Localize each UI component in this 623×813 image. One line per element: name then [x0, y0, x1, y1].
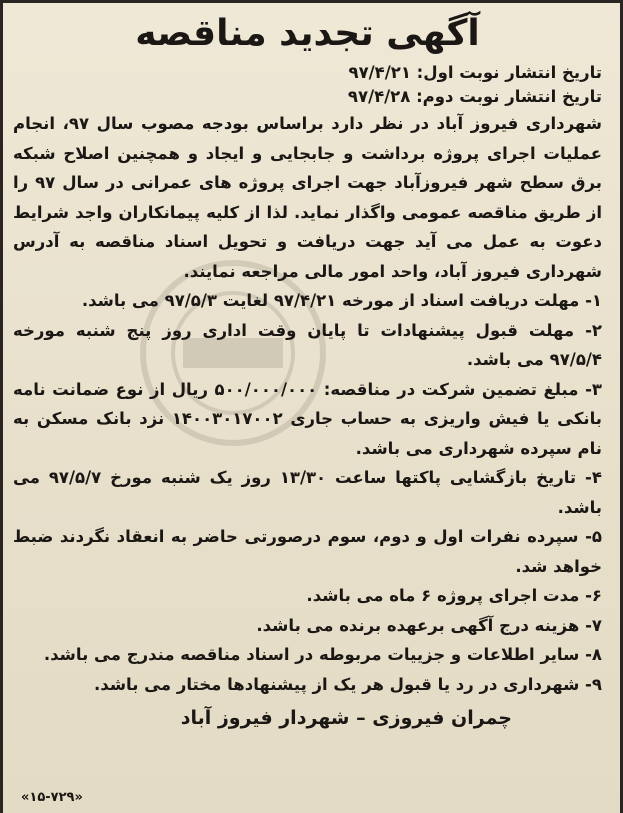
condition-item-2: ۲- مهلت قبول پیشنهادات تا پایان وقت اداری روز پنج شنبه مورخه ۹۷/۵/۴ می باشد.	[13, 320, 602, 369]
first-publish-date: تاریخ انتشار نوبت اول: ۹۷/۴/۲۱	[348, 63, 602, 82]
condition-item-6: ۶- مدت اجرای پروژه ۶ ماه می باشد.	[306, 586, 602, 605]
second-publish-date: تاریخ انتشار نوبت دوم: ۹۷/۴/۲۸	[347, 87, 602, 106]
announcement-title: آگهی تجدید مناقصه	[135, 13, 480, 54]
condition-item-9: ۹- شهرداری در رد یا قبول هر یک از پیشنهادها مختار می باشد.	[94, 674, 602, 694]
condition-item-7: ۷- هزینه درج آگهی برعهده برنده می باشد.	[256, 615, 602, 635]
condition-item-1: ۱- مهلت دریافت اسناد از مورخه ۹۷/۴/۲۱ لغایت ۹۷/۵/۳ می باشد.	[81, 291, 602, 310]
announcement-body: شهرداری فیروز آباد در نظر دارد براساس بودجه مصوب سال ۹۷، انجام عملیات اجرای پروژه برداشت و جابجایی و ایجاد و همچنین اصلاح شبکه برق سطح شهر فیروزآباد جهت اجرای پروژه های عمرانی در سال ۹۷ را از طریق مناقصه عمومی واگذار نماید. لذا از کلیه پیمانکاران واجد شرایط دعوت به عمل می آید جهت دریافت و تحویل اسناد مناقصه به آدرس شهرداری فیروز آباد، واحد امور مالی مراجعه نمایند.	[13, 114, 602, 281]
condition-item-4: ۴- تاریخ بازگشایی پاکتها ساعت ۱۳/۳۰ روز یک شنبه مورخ ۹۷/۵/۷ می باشد.	[13, 468, 602, 517]
condition-item-8: ۸- سایر اطلاعات و جزییات مربوطه در اسناد مناقصه مندرج می باشد.	[43, 645, 602, 664]
condition-item-3: ۳- مبلغ تضمین شرکت در مناقصه: ۵۰۰/۰۰۰/۰۰۰ ریال از نوع ضمانت نامه بانکی یا فیش واریزی به حساب جاری ۱۴۰۰۳۰۱۷۰۰۲ نزد بانک مسکن به نام سپرده شهرداری می باشد.	[13, 379, 603, 458]
condition-item-5: ۵- سپرده نفرات اول و دوم، سوم درصورتی حاضر به انعقاد نگردند ضبط خواهد شد.	[13, 527, 602, 576]
mayor-signature: چمران فیروزی – شهردار فیروز آباد	[180, 707, 512, 729]
tender-announcement	[3, 3, 620, 813]
ad-reference-code: «۱۵-۷۲۹»	[21, 790, 83, 805]
